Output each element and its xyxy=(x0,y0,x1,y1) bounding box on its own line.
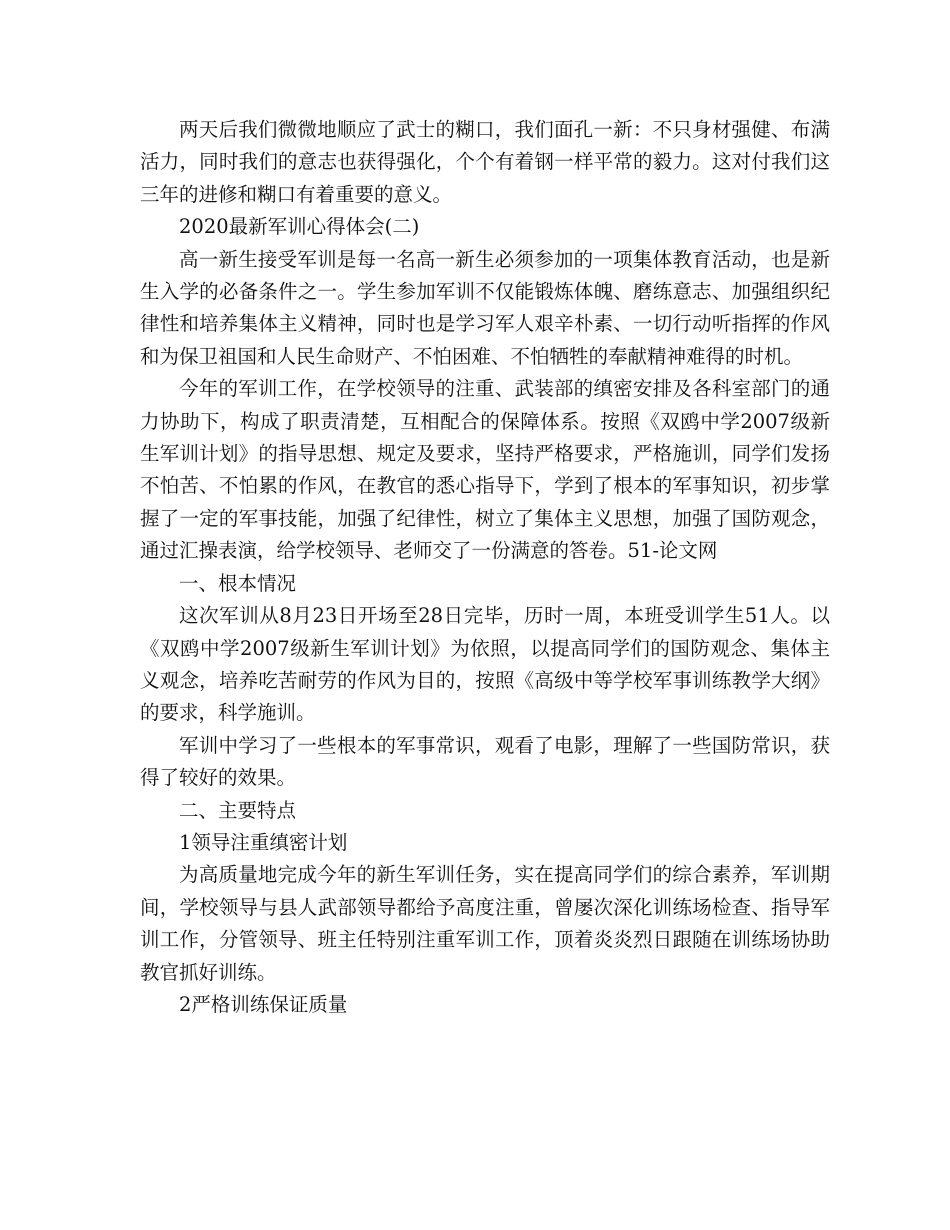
section-title: 2020最新军训心得体会(二) xyxy=(179,215,420,239)
paragraph: 这次军训从8月23日开场至28日完毕，历时一周，本班受训学生51人。以《双鸥中学2007级新生军训计划》为依照，以提高同学们的国防观念、集体主义观念，培养吃苦耐劳的作风为目的，按照《高级中等学校军事训练教学大纲》的要求，科学施训。 xyxy=(140,604,830,725)
section-heading: 二、主要特点 xyxy=(179,798,297,822)
paragraph: 军训中学习了一些根本的军事常识，观看了电影，理解了一些国防常识，获得了较好的效果。 xyxy=(140,733,830,790)
subsection-heading: 2严格训练保证质量 xyxy=(179,992,348,1016)
subsection-heading: 1领导注重缜密计划 xyxy=(179,830,348,854)
paragraph: 今年的军训工作，在学校领导的注重、武装部的缜密安排及各科室部门的通力协助下，构成了职责清楚，互相配合的保障体系。按照《双鸥中学2007级新生军训计划》的指导思想、规定及要求，坚持严格要求，严格施训，同学们发扬不怕苦、不怕累的作风，在教官的悉心指导下，学到了根本的军事知识，初步掌握了一定的军事技能，加强了纪律性，树立了集体主义思想，加强了国防观念，通过汇操表演，给学校领导、老师交了一份满意的答卷。51-论文网 xyxy=(140,377,830,563)
paragraph-intro: 两天后我们微微地顺应了武士的糊口，我们面孔一新：不只身材强健、布满活力，同时我们的意志也获得强化，个个有着钢一样平常的毅力。这对付我们这三年的进修和糊口有着重要的意义。 xyxy=(140,118,830,206)
document-body xyxy=(140,114,830,1021)
paragraph: 为高质量地完成今年的新生军训任务，实在提高同学们的综合素养，军训期间，学校领导与县人武部领导都给予高度注重，曾屡次深化训练场检查、指导军训工作，分管领导、班主任特别注重军训工作，顶着炎炎烈日跟随在训练场协助教官抓好训练。 xyxy=(140,863,830,984)
paragraph: 高一新生接受军训是每一名高一新生必须参加的一项集体教育活动，也是新生入学的必备条件之一。学生参加军训不仅能锻炼体魄、磨练意志、加强组织纪律性和培养集体主义精神，同时也是学习军人艰辛朴素、一切行动听指挥的作风和为保卫祖国和人民生命财产、不怕困难、不怕牺牲的奉献精神难得的时机。 xyxy=(140,247,830,368)
section-heading: 一、根本情况 xyxy=(179,571,297,595)
